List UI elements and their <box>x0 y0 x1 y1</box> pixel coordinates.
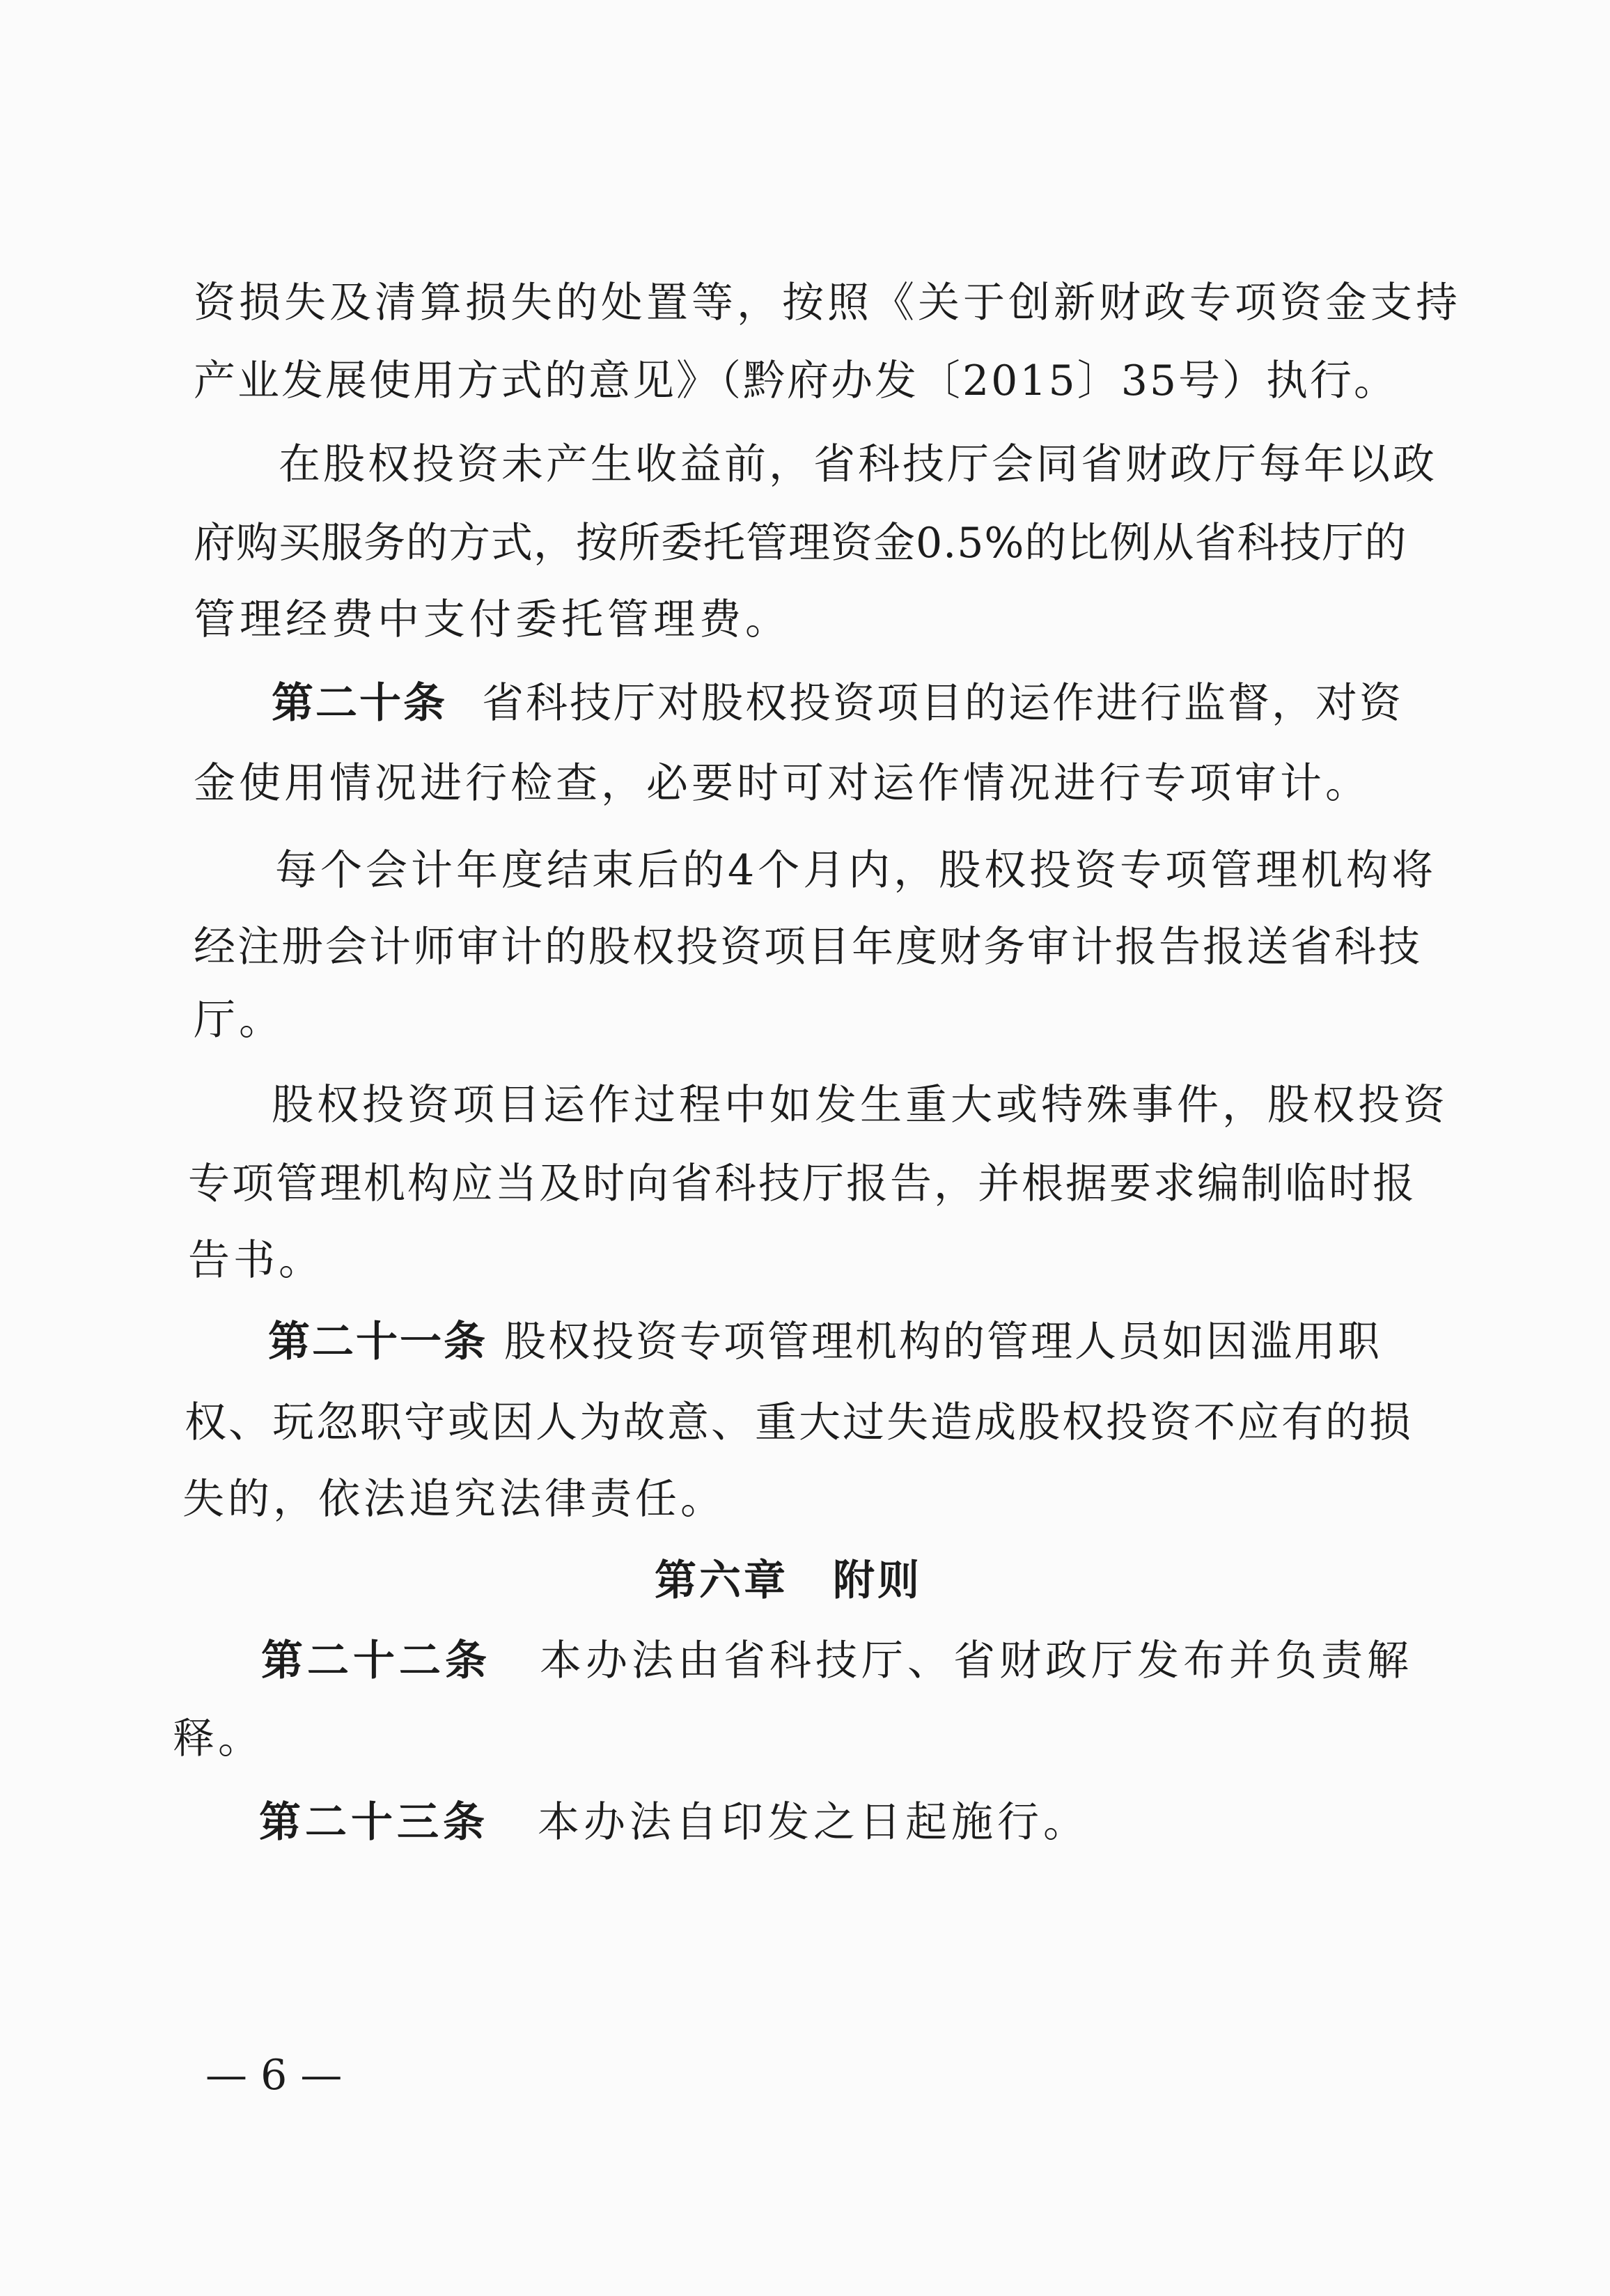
article-22-text: 本办法由省科技厅、省财政厅发布并负责解 <box>540 1637 1413 1685</box>
text-line: 经注册会计师审计的股权投资项目年度财务审计报告报送省科技 <box>194 923 1422 971</box>
article-21-text: 股权投资专项管理机构的管理人员如因滥用职 <box>504 1318 1382 1366</box>
text-line: 府购买服务的方式，按所委托管理资金0.5%的比例从省科技厅的 <box>194 519 1407 568</box>
text-line: 失的，依法追究法律责任。 <box>182 1475 726 1524</box>
article-23-text: 本办法自印发之日起施行。 <box>538 1798 1089 1847</box>
text-line: 厅。 <box>194 996 284 1045</box>
article-20-line <box>272 675 1403 731</box>
text-line: 每个会计年度结束后的4个月内，股权投资专项管理机构将 <box>275 846 1437 895</box>
text-line: 权、玩忽职守或因人为故意、重大过失造成股权投资不应有的损 <box>185 1398 1413 1447</box>
article-23-lead: 第二十三条 <box>259 1798 489 1847</box>
chapter-6-heading: 第六章 附则 <box>655 1556 922 1605</box>
article-21-lead: 第二十一条 <box>268 1318 487 1366</box>
text-line: 产业发展使用方式的意见》（黔府办发〔2015〕35号）执行。 <box>194 357 1398 405</box>
text-line: 管理经费中支付委托管理费。 <box>194 595 791 644</box>
page-number: — 6 — <box>205 2051 343 2100</box>
text-line: 在股权投资未产生收益前，省科技厅会同省财政厅每年以政 <box>279 440 1437 489</box>
text-line: 股权投资项目运作过程中如发生重大或特殊事件，股权投资 <box>272 1081 1448 1130</box>
article-20-text: 省科技厅对股权投资项目的运作进行监督，对资 <box>482 679 1403 728</box>
article-22-line <box>261 1633 1413 1689</box>
article-22-lead: 第二十二条 <box>261 1637 491 1685</box>
text-line: 资损失及清算损失的处置等，按照《关于创新财政专项资金支持 <box>194 279 1461 327</box>
text-line: 专项管理机构应当及时向省科技厅报告，并根据要求编制临时报 <box>188 1159 1416 1208</box>
text-line: 金使用情况进行检查，必要时可对运作情况进行专项审计。 <box>194 759 1370 808</box>
article-20-lead: 第二十条 <box>272 679 447 728</box>
article-21-line <box>268 1314 1382 1370</box>
text-line: 释。 <box>173 1715 263 1763</box>
text-line: 告书。 <box>188 1236 324 1285</box>
article-23-line <box>259 1795 1089 1850</box>
